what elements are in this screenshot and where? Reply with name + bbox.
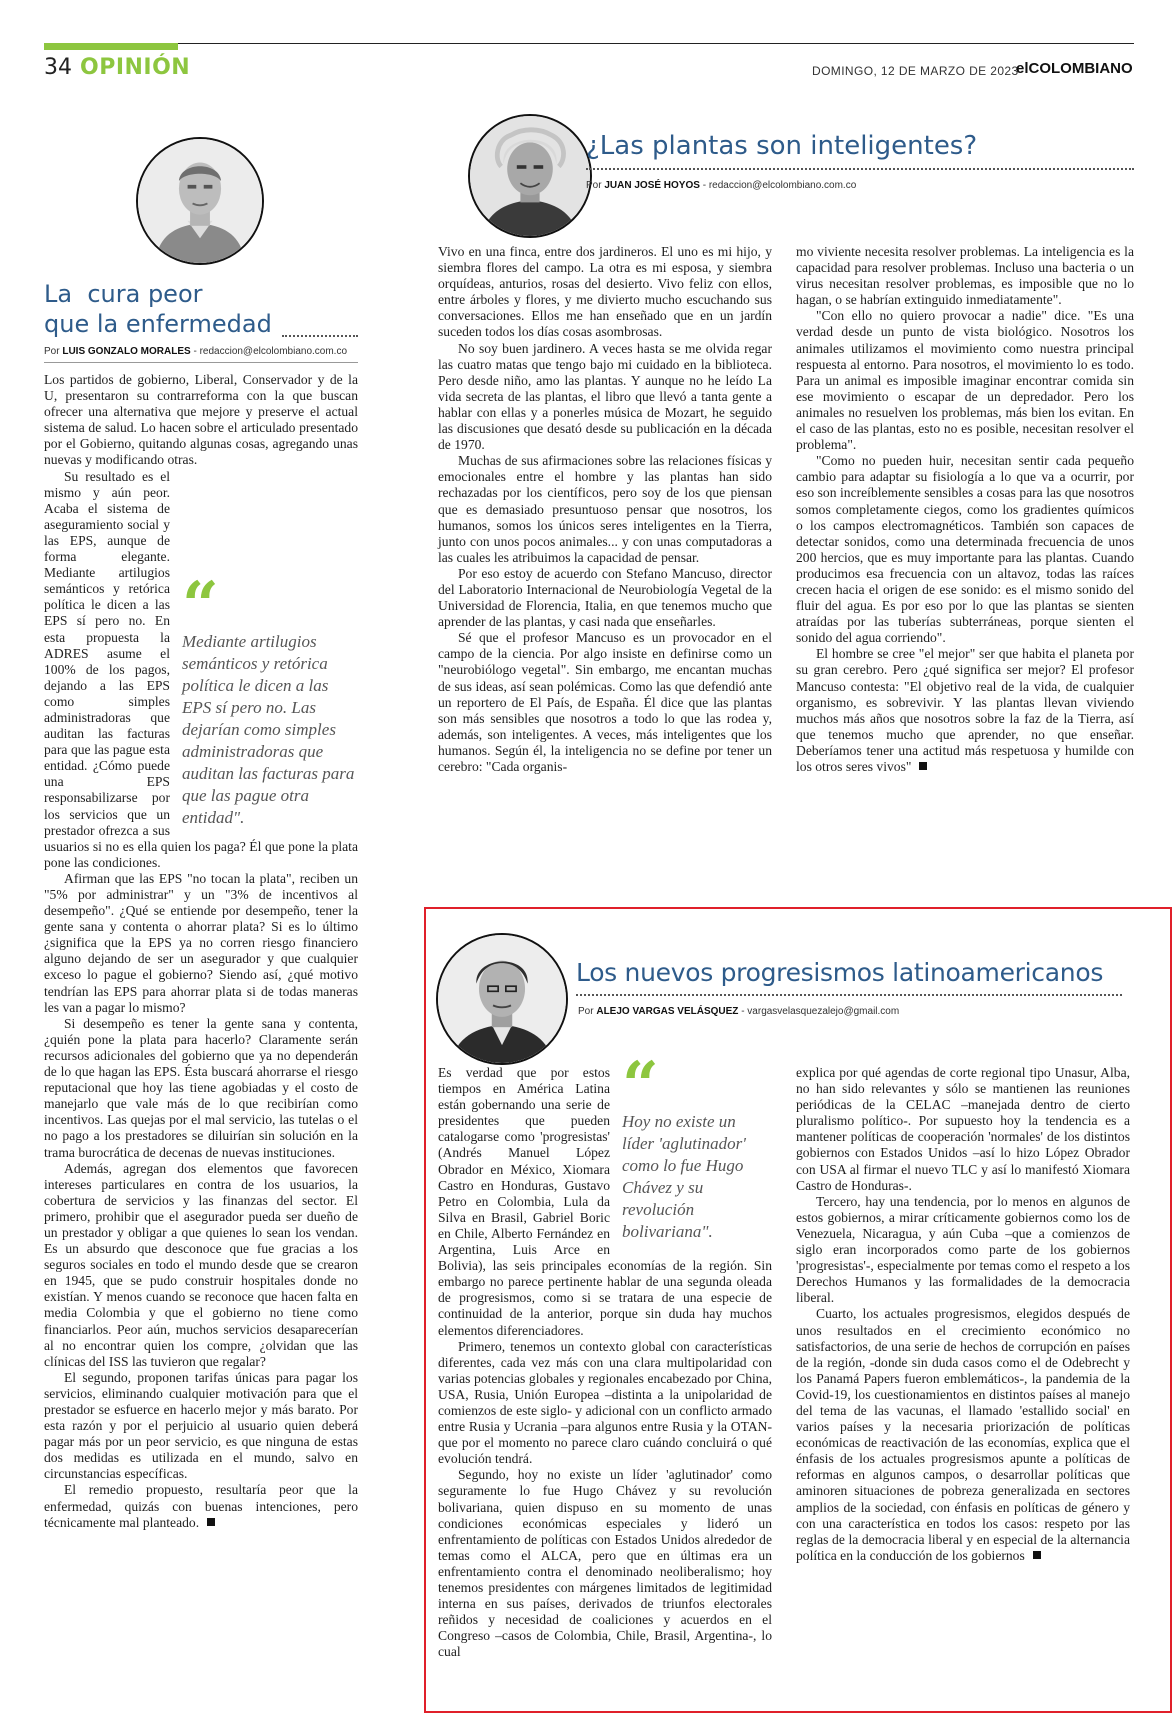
author-email: - redaccion@elcolombiano.com.co: [193, 346, 348, 357]
paragraph: Es verdad que por estos tiempos en América Latina están gobernando una serie de presidentes que pueden catalogarse como 'progresistas' (Andrés Manuel López Obrador en México, Xiomara Castro en Honduras, Gustavo Petro en Colombia, Lula da Silva en Brasil, Gabriel Boric en Chile, Alberto Fernández en Argentina, Luis Arce en Bolivia), las seis principales economías de la región. Sin embargo no parece pertinente hablar de una segunda oleada de progresismos, como si se tratara de una especie de continuidad de la anterior, porque sin duda hay muchos elementos diferenciadores.: [438, 1065, 772, 1338]
pull-quote-text: Mediante artilugios semánticos y retórica política le dicen a las EPS sí pero no. Las dejarían como simples administradoras que auditan las facturas para que las pague otra entidad".: [182, 631, 355, 827]
quote-mark-icon: “: [622, 1048, 659, 1123]
byline-left: [44, 346, 347, 357]
paragraph: Tercero, hay una tendencia, por lo menos en algunos de estos gobiernos, a mirar críticamente gobiernos como los de Venezuela, Nicaragua, y aún Cuba –que a comienzos de siglo eran incorporados como parte de los gobiernos 'progresistas'-, especialmente por temas como el respeto a los Derechos Humanos y las formalidades de la democracia liberal.: [796, 1193, 1130, 1306]
paragraph: mo viviente necesita resolver problemas. La inteligencia es la capacidad para resolver problemas. Incluso una bacteria o un virus necesitan resolver problemas, es imposible que no lo hagan, o se habrían extinguido inmediatamente".: [796, 244, 1134, 308]
headline-left-line-2: que la enfermedad: [44, 310, 272, 338]
headline-top: ¿Las plantas son inteligentes?: [586, 131, 978, 161]
article-left-body: [44, 372, 358, 1531]
author-name: LUIS GONZALO MORALES: [62, 346, 191, 357]
paragraph: Muchas de sus afirmaciones sobre las relaciones físicas y emocionales entre el hombre y las plantas han sido rechazadas por los científicos, pero soy de los que piensan que es demasiado presuntuoso pensar que nosotros, los humanos, somos los únicos seres inteligentes en la Tierra, junto con unos pocos animales... y con unas computadoras a las cuales les atribuimos la capacidad de pensar.: [438, 453, 772, 565]
paragraph-text: El hombre se cree "el mejor" ser que habita el planeta por su gran cerebro. Pero ¿qué significa ser mejor? El profesor Mancuso contesta: "El objetivo real de la vida, de cualquier organismo, es sobrevivir. Y las plantas llevan viviendo muchos más años que nosotros sobre la faz de la Tierra, así que tenemos mucho que aprender, no que enseñar. Deberíamos tener una actitud más respetuosa y humilde con los otros seres vivos": [796, 646, 1134, 774]
issue-date: DOMINGO, 12 DE MARZO DE 2023: [812, 64, 1019, 78]
paragraph: [44, 1482, 358, 1530]
paragraph: Primero, tenemos un contexto global con características diferentes, cada vez más con una clara multipolaridad con varias potencias globales y regionales encabezado por China, USA, Rusia, Unión Europea –distinta a la unipolaridad de comienzos de este siglo- y adicional con un conflicto armado entre Rusia y Ucrania –para algunos entre Rusia y la OTAN- que por el momento no parece claro cuándo concluirá o qué evolución tendrá.: [438, 1338, 772, 1467]
paragraph-text: Cuarto, los actuales progresismos, elegidos después de unos resultados en el crecimiento económico no satisfactorios, de una serie de hechos de corrupción en países de la región, -donde sin duda casos como el de Odebrecht y los Panamá Papers fueron emblemáticos-, la pandemia de la Covid-19, los cuestionamientos en distintos países al manejo del tema de las vacunas, el llamado 'estallido social' en varios países y la necesaria priorización de políticas económicas de reactivación de las economías, explica que el énfasis de los actuales progresismos apunte a políticas de reformas en algunos campos, o desarrollar políticas que aminoren situaciones de pobreza generalizada en sectores amplios de la sociedad, con énfasis en políticas de género y con una característica en todos los casos: respeto por las reglas de la democracia liberal y en especial de la alternancia política en la conducción de los gobiernos: [796, 1306, 1130, 1563]
headline-left-line-1: La cura peor: [44, 280, 203, 308]
paragraph: [796, 1306, 1130, 1564]
paragraph: Su resultado es el mismo y aún peor. Acaba el sistema de aseguramiento social y las EPS, aunque de forma elegante. Mediante artilugios semánticos y retórica política le dicen a las EPS sí pero no. En esta propuesta la ADRES asume el 100% de los pagos, dejando a las EPS como simples administradoras que auditan las facturas para que las pague esta entidad. ¿Cómo puede una EPS responsabilizarse por los servicios que un prestador ofrezca a sus usuarios si no es ella quien los paga? Él que pone la plata pone las condiciones.: [44, 468, 358, 870]
portrait-icon: [438, 935, 566, 1063]
paragraph: Por eso estoy de acuerdo con Stefano Mancuso, director del Laboratorio Internacional de Neurobiología Vegetal de la Universidad de Florencia, Italia, en que tenemos mucho que aprender de las plantas, y casi nada que enseñarles.: [438, 565, 772, 630]
paragraph: Vivo en una finca, entre dos jardineros. El uno es mi hijo, y siembra flores del campo. La otra es mi esposa, y siembra orquídeas, anturios, rosas del desierto. Vivo feliz con ellos, entre árboles y flores, y me divierto mucho escuchando sus conversaciones. Ellos me han enseñado que en un jardín suceden todos los días cosas asombrosas.: [438, 244, 772, 340]
byline-rule: [44, 362, 358, 363]
article-top-column-2: [796, 244, 1134, 775]
byline-prefix: Por: [586, 180, 602, 191]
section-title: OPINIÓN: [80, 55, 191, 80]
byline-prefix: Por: [44, 346, 60, 357]
quote-mark-icon: “: [182, 567, 219, 643]
end-mark: [1033, 1551, 1041, 1559]
paragraph-text: El remedio propuesto, resultaría peor que la enfermedad, quizás con buenas intenciones, pero técnicamente mal planteado.: [44, 1482, 358, 1530]
paragraph: Afirman que las EPS "no tocan la plata", reciben un "5% por administrar" y un "3% de incentivos al desempeño". ¿Qué se entiende por desempeño, tener la gente sana y contenta o ahorrar plata? Si es lo último ¿significa que la EPS ya no corren riesgo financiero alguno dejando de ser un asegurador y que cualquier exceso lo pague el gobierno? Siendo así, ¿qué motivo tendrían las EPS para ahorrar plata si de todas maneras les van a pagar lo mismo?: [44, 870, 358, 1015]
article-top-column-1: [438, 244, 772, 775]
headline-bottom: Los nuevos progresismos latinoamericanos: [576, 958, 1104, 987]
paragraph: "Como no pueden huir, necesitan sentir cada pequeño cambio para adaptar su fisiología a lo que va a ocurrir, por eso son increíblemente sensibles a cosas para las que nosotros somos completamente ciegos, como los gradientes químicos o los campos electromagnéticos. También son capaces de detectar sonidos, como una determinada frecuencia de unos 200 hercios, que es muy importante para las plantas. Cuando producimos esa frecuencia con un altavoz, todas las raíces crecen hacia el origen de ese sonido: es el mismo sonido del fluir del agua. Es por eso por lo que las plantas se sienten atraídas por las tuberías subterráneas, porque sienten el sonido del agua corriendo".: [796, 453, 1134, 646]
paragraph: No soy buen jardinero. A veces hasta se me olvida regar las cuatro matas que tengo bajo mi cuidado en la biblioteca. Pero desde niño, amo las plantas. Y aunque no he leído La vida secreta de las plantas, el libro que llevó a tanta gente a hablar con ellas y a ponerles música de Mozart, he seguido las discusiones que desató desde su publicación en la década de 1970.: [438, 340, 772, 453]
byline-top: [586, 180, 856, 191]
headline-dotted-rule: [576, 994, 1122, 996]
paragraph: El segundo, proponen tarifas únicas para pagar los servicios, eliminando cualquier motivación para que el prestador se esfuerce en hacerlo mejor y más barato. Por esta razón y por el perjuicio al usuario quien deberá pagar más por un peor servicio, es que ninguna de estas dos medidas es utilizada en el mundo, salvo en circunstancias específicas.: [44, 1369, 358, 1482]
portrait-icon: [470, 116, 590, 236]
pull-quote-left: [182, 567, 358, 829]
portrait-icon: [138, 139, 262, 263]
headline-dotted-rule: [586, 168, 1134, 170]
author-email: - redaccion@elcolombiano.com.co: [702, 180, 857, 191]
paragraph: [796, 646, 1134, 775]
section-accent-bar: [44, 43, 178, 50]
pull-quote-text: Hoy no existe un líder 'aglutinador' como lo fue Hugo Chávez y su revolución bolivariana".: [622, 1112, 746, 1241]
newspaper-logo: elCOLOMBIANO: [1016, 60, 1133, 77]
author-photo-hoyos: [468, 114, 592, 238]
article-bottom-column-2: [796, 1065, 1130, 1564]
author-name: ALEJO VARGAS VELÁSQUEZ: [596, 1006, 739, 1017]
headline-dotted-rule: [282, 335, 358, 337]
paragraph: explica por qué agendas de corte regional tipo Unasur, Alba, no han sido relevantes y sólo se mantienen las reuniones periódicas de la CELAC –manejada dentro de cierto pluralismo político-. Por supuesto hoy la tendencia es a mantener políticas de cooperación 'normales' de los distintos gobiernos con Estados Unidos –así lo hizo López Obrador con USA al firmar el nuevo TLC y así lo manifestó Xiomara Castro de Honduras-.: [796, 1065, 1130, 1193]
paragraph: Segundo, hoy no existe un líder 'aglutinador' como seguramente lo fue Hugo Chávez y su revolución bolivariana, quien dispuso en su momento de unas condiciones económicas especiales y lideró un enfrentamiento de políticas con Estados Unidos alrededor de temas como el ALCA, pero que en últimas era un enfrentamiento contra el denominado neoliberalismo; hoy tenemos presidentes con márgenes limitados de legitimidad interna en sus países, derivados de triunfos electorales reñidos y necesidad de coaliciones y acuerdos en el Congreso –casos de Colombia, Chile, Brasil, Argentina-, lo cual: [438, 1467, 772, 1660]
end-mark: [919, 762, 927, 770]
paragraph: Además, agregan dos elementos que favorecen intereses particulares en contra de los usuarios, la cobertura de servicios y las finanzas del sector. El primero, prohibir que el asegurador pueda ser dueño de un prestador y obligar a que quienes lo sean los vendan. Es un absurdo que desconoce que fue gracias a los seguros sociales en todo el mundo desde que se crearon en 1945, que se pudo construir hospitales donde no existían. Y menos cuando se reconoce que hacen falta en media Colombia y que el gobierno no tiene como financiarlos. Peor aún, muchos servicios desaparecerían al no encontrar quien los compre, ¿olvidan que las clínicas del ISS las tuvieron que regalar?: [44, 1160, 358, 1369]
byline-bottom: [578, 1006, 899, 1017]
top-rule: [44, 43, 1134, 44]
page-number: 34: [44, 55, 72, 80]
paragraph: Si desempeño es tener la gente sana y contenta, ¿quién pone la plata para hacerlo? Claramente serán recursos adicionales del gobierno que ya no dependerán de lo que hagan las EPS. Ésta buscará ahorrarse el riesgo reputacional que hoy las tiene agobiadas y el costo de manejarlo que vale más de lo que recibirían como incentivos. Las quejas por el mal servicio, las tutelas o el no pago a los prestadores se diluirían sin solución en la trama burocrática de decenas de nuevas instituciones.: [44, 1015, 358, 1160]
paragraph: "Con ello no quiero provocar a nadie" dice. "Es una verdad desde un punto de vista biológico. Nosotros los animales utilizamos el movimiento como nuestra principal respuesta al entorno. Para nosotros, el movimiento lo es todo. Para un animal es imposible imaginar encontrar comida sin ese movimiento o escapar de un depredador. Pero los animales no resuelven los problemas, más bien los evitan. En el caso de las plantas, esto no es posible, necesitan resolver el problema".: [796, 308, 1134, 453]
pull-quote-bottom: [622, 1048, 772, 1243]
paragraph: Los partidos de gobierno, Liberal, Conservador y de la U, presentaron su contrarreforma con la que buscan ofrecer una alternativa que mejore y preserve el actual sistema de salud. Lo hacen sobre el articulado presentado por el Gobierno, quitando algunas cosas, agregando unas nuevas y modificando otras.: [44, 372, 358, 468]
byline-prefix: Por: [578, 1006, 594, 1017]
author-name: JUAN JOSÉ HOYOS: [604, 180, 700, 191]
article-bottom-column-1: [438, 1048, 772, 1660]
author-photo-vargas: [436, 933, 568, 1065]
author-photo-morales: [136, 137, 264, 265]
paragraph: Sé que el profesor Mancuso es un provocador en el campo de la ciencia. Por algo insiste en definirse como un "neurobiólogo vegetal". Sin embargo, me encantan muchas de sus ideas, así sean polémicas. Como las que defendió ante un reportero de El País, de España. Él dice que las plantas son más sensibles que nosotros a todo lo que las rodea y, además, son inteligentes. A veces, más inteligentes que los humanos. Según él, la inteligencia no se define por tener un cerebro: "Cada organis-: [438, 630, 772, 774]
end-mark: [207, 1518, 215, 1526]
author-email: - vargasvelasquezalejo@gmail.com: [741, 1006, 900, 1017]
